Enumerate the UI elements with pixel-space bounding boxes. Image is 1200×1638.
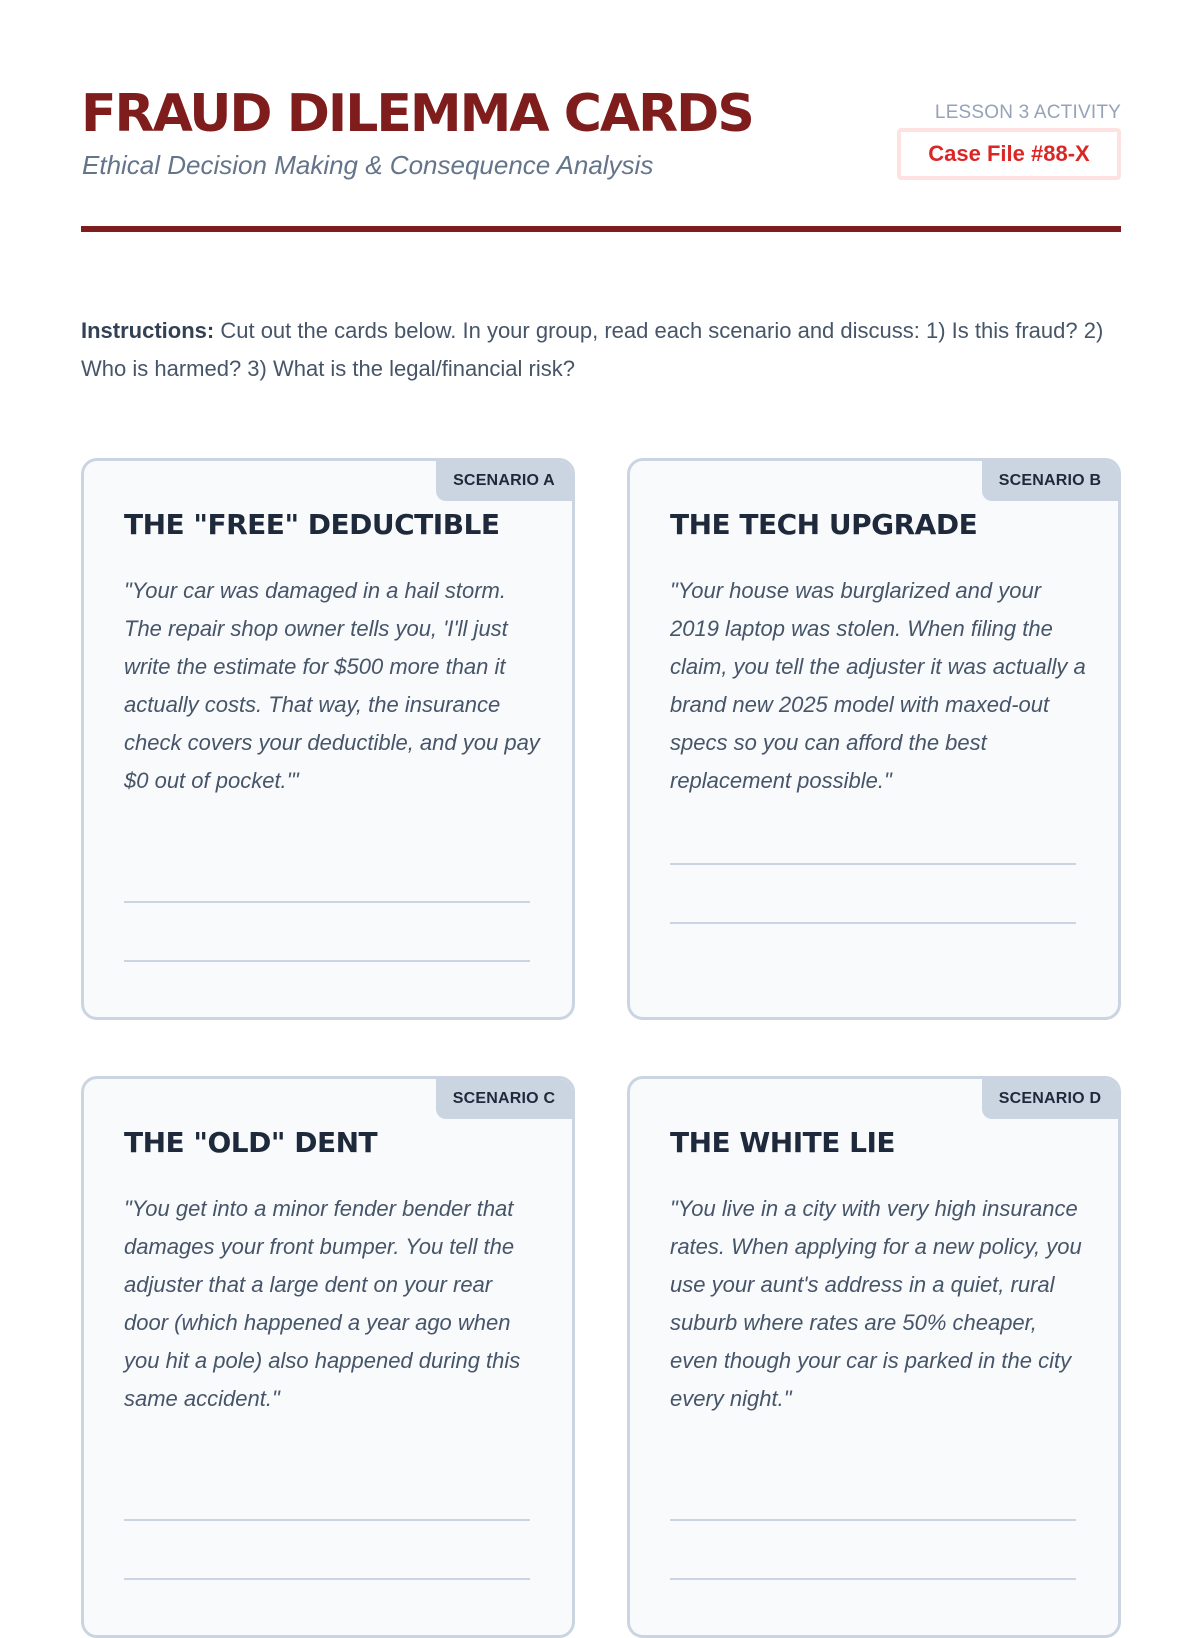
page-title: FRAUD DILEMMA CARDS	[81, 84, 753, 144]
page-header	[81, 0, 1121, 240]
scenario-tag: SCENARIO D	[982, 1079, 1118, 1119]
scenario-title: THE "FREE" DEDUCTIBLE	[124, 508, 500, 541]
scenario-card-c	[81, 1076, 575, 1638]
scenario-title: THE TECH UPGRADE	[670, 508, 978, 541]
scenario-title: THE WHITE LIE	[670, 1126, 896, 1159]
scenario-card-d	[627, 1076, 1121, 1638]
scenario-text: "Your car was damaged in a hail storm. The repair shop owner tells you, 'I'll just write the estimate for $500 more than it actually costs. That way, the insurance check covers your deductible, and you pay $0 out of pocket.'"	[124, 578, 540, 793]
instructions-text: Cut out the cards below. In your group, read each scenario and discuss: 1) Is this fraud? 2) Who is harmed? 3) What is the legal/financial risk?	[81, 318, 1104, 381]
scenario-text: "You get into a minor fender bender that damages your front bumper. You tell the adjuster that a large dent on your rear door (which happened a year ago when you hit a pole) also happened during this same accident."	[124, 1196, 521, 1411]
page-subtitle: Ethical Decision Making & Consequence Analysis	[82, 150, 654, 180]
scenario-tag: SCENARIO C	[436, 1079, 572, 1119]
answer-line	[124, 960, 530, 962]
scenario-text: "Your house was burglarized and your 2019 laptop was stolen. When filing the claim, you tell the adjuster it was actually a brand new 2025 model with maxed-out specs so you can afford the best replacement possible."	[670, 578, 1086, 793]
answer-line	[670, 863, 1076, 865]
answer-line	[670, 1519, 1076, 1521]
scenario-tag: SCENARIO B	[982, 461, 1118, 501]
scenario-text: "You live in a city with very high insurance rates. When applying for a new policy, you use your aunt's address in a quiet, rural suburb where rates are 50% cheaper, even though your car is parked in the city every night."	[670, 1196, 1082, 1411]
case-file-badge: Case File #88-X	[897, 128, 1121, 180]
worksheet-page	[81, 0, 1121, 1411]
instructions-paragraph	[81, 312, 1121, 388]
answer-line	[670, 922, 1076, 924]
scenario-card-b	[627, 458, 1121, 1020]
answer-line	[124, 1578, 530, 1580]
answer-line	[670, 1578, 1076, 1580]
scenario-tag: SCENARIO A	[436, 461, 572, 501]
lesson-label: LESSON 3 ACTIVITY	[934, 102, 1121, 123]
answer-line	[124, 901, 530, 903]
answer-line	[124, 1519, 530, 1521]
scenario-card-a	[81, 458, 575, 1020]
header-divider	[81, 226, 1121, 232]
instructions-label: Instructions:	[81, 318, 215, 343]
scenario-title: THE "OLD" DENT	[124, 1126, 378, 1159]
